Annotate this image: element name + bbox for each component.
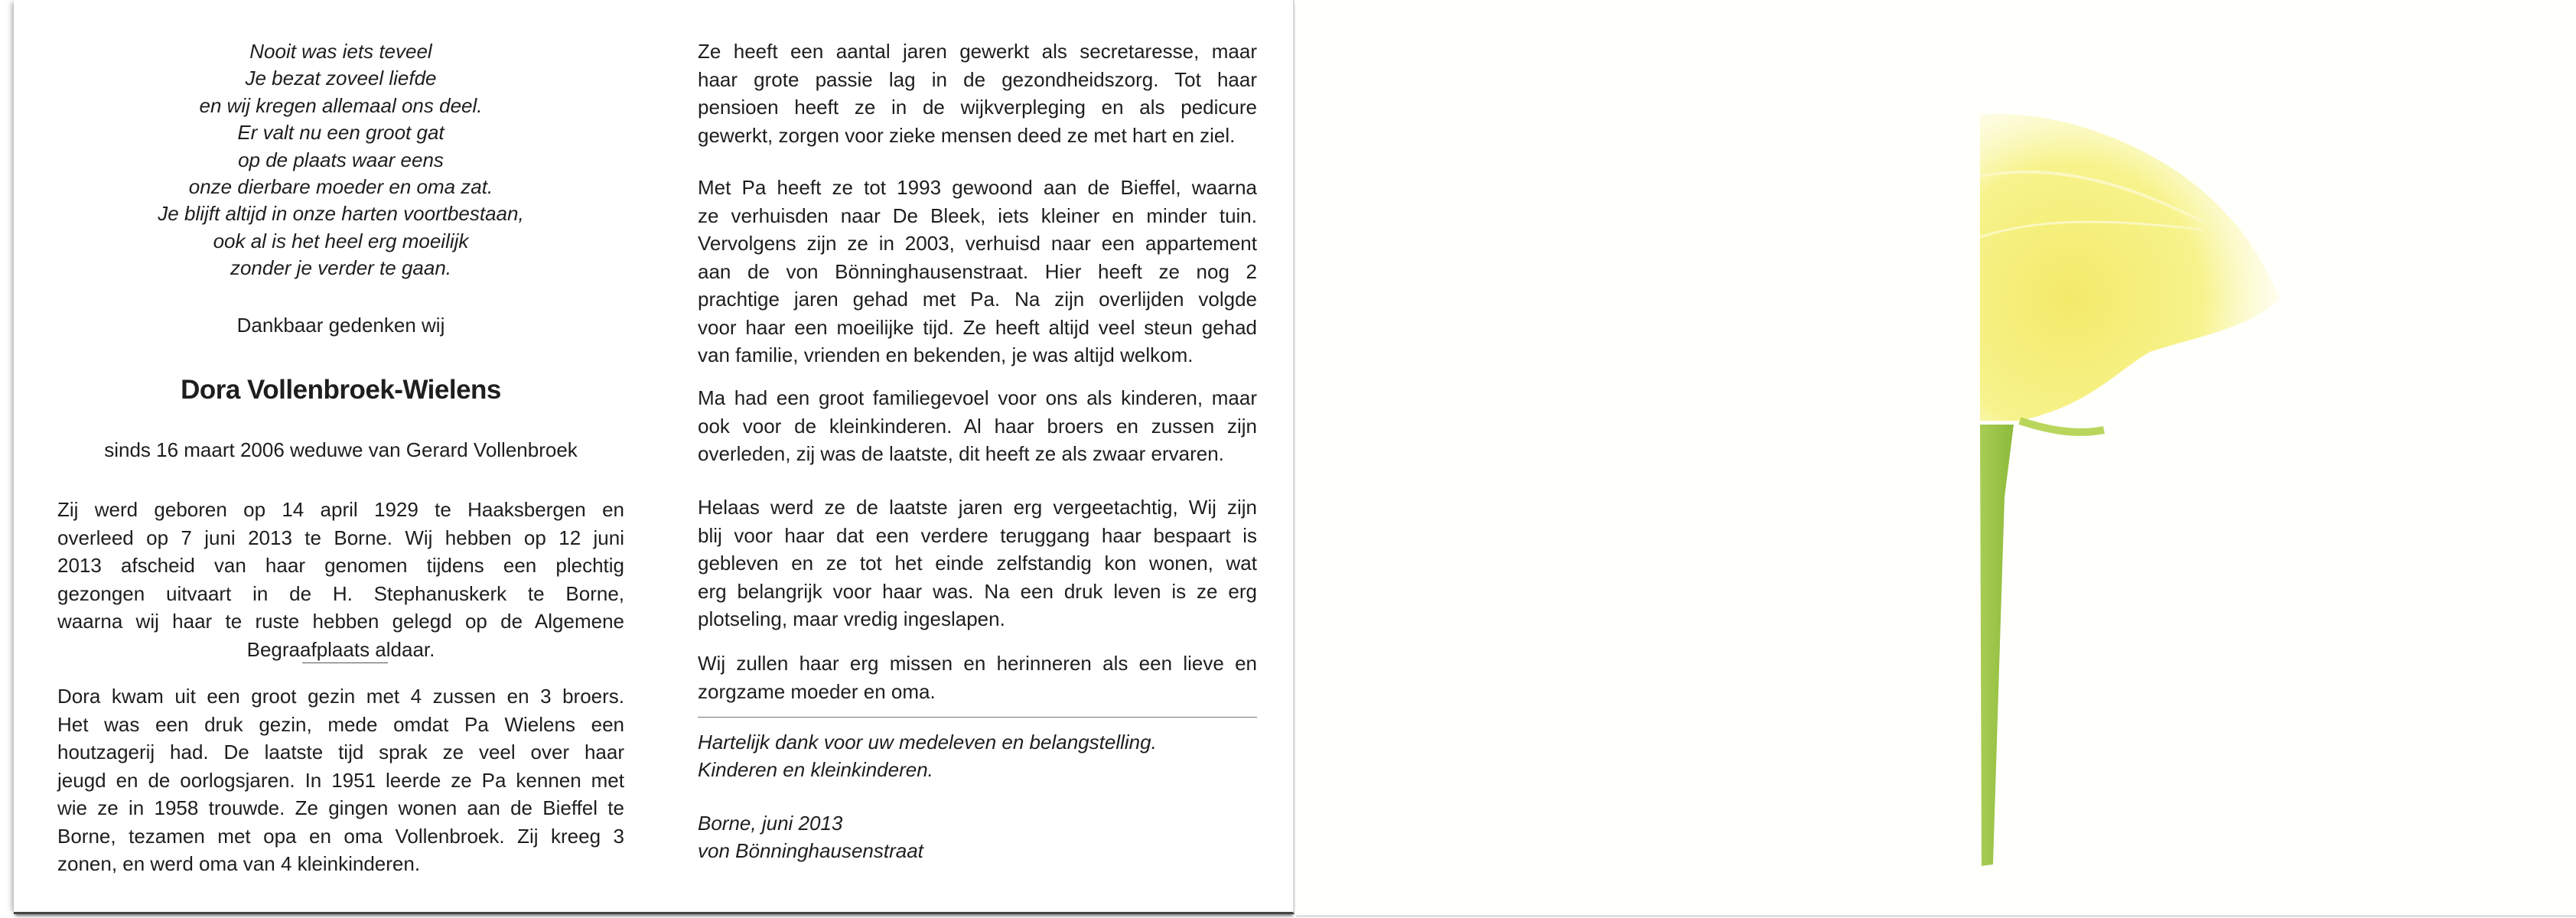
paragraph-line: zorgzame moeder en oma.	[698, 679, 936, 703]
paragraph-line: haar grote passie lag in de gezondheidszorg. Tot haar	[698, 67, 1257, 91]
paragraph-line: ze verhuisden naar De Bleek, iets kleiner en minder tuin.	[698, 203, 1257, 227]
yellow-rose-image	[1974, 84, 2311, 880]
paragraph-line: jeugd en de oorlogsjaren. In 1951 leerde ze Pa kennen met	[57, 768, 624, 792]
paragraph-line: houtzagerij had. De laatste tijd sprak ze veel over haar	[57, 741, 624, 763]
poem-line: ook al is het heel erg moeilijk	[213, 229, 469, 252]
thanks-line: Hartelijk dank voor uw medeleven en belangstelling.	[698, 731, 1157, 754]
paragraph-line: waarna wij haar te ruste hebben gelegd op de Algemene	[57, 610, 624, 633]
paragraph-line: Wij zullen haar erg missen en herinneren als een lieve en	[698, 652, 1257, 675]
paragraph-line: 2013 afscheid van haar genomen tijdens een plechtig	[57, 554, 624, 577]
dedication-text: Dankbaar gedenken wij	[236, 314, 445, 337]
poem-line: Er valt nu een groot gat	[237, 121, 445, 145]
paragraph-line: gebleven en ze tot het einde zelfstandig kon wonen, wat	[698, 552, 1257, 575]
paragraph-line: Zij werd geboren op 14 april 1929 te Haaksbergen en	[57, 498, 624, 521]
paragraph-line: Begraafplaats aldaar.	[246, 637, 435, 661]
paragraph-line: overleed op 7 juni 2013 te Borne. Wij hebben op 12 juni	[57, 526, 624, 549]
paragraph-line: erg belangrijk voor haar was. Na een druk leven is ze erg	[698, 579, 1257, 603]
paragraph-line: Ma had een groot familiegevoel voor ons als kinderen, maar	[698, 386, 1257, 409]
paragraph-line: Vervolgens zijn ze in 2003, verhuisd naar een appartement	[698, 232, 1257, 255]
poem-line: Je blijft altijd in onze harten voortbestaan,	[158, 202, 524, 226]
paragraph-line: Dora kwam uit een groot gezin met 4 zussen en 3 broers.	[57, 685, 624, 708]
poem-line: zonder je verder te gaan.	[230, 256, 452, 280]
paragraph-line: aan de von Bönninghausenstraat. Hier heeft ze nog 2	[698, 259, 1257, 283]
poem-line: op de plaats waar eens	[238, 148, 444, 171]
paragraph-line: voor haar een moeilijke tijd. Ze heeft altijd veel steun gehad	[698, 315, 1257, 339]
paragraph-line: gezongen uitvaart in de H. Stephanuskerk te Borne,	[57, 581, 624, 605]
poem-line: Nooit was iets teveel	[249, 40, 432, 63]
poem-line: Je bezat zoveel liefde	[245, 67, 437, 90]
paragraph-line: Helaas werd ze de laatste jaren erg vergeetachtig, Wij zijn	[698, 496, 1257, 519]
paragraph-line: ook voor de kleinkinderen. Al haar broers en zussen zijn	[698, 414, 1257, 438]
paragraph-line: Het was een druk gezin, mede omdat Pa Wielens een	[57, 712, 624, 736]
thanks-line: Kinderen en kleinkinderen.	[698, 757, 933, 781]
closing-line: von Bönninghausenstraat	[698, 838, 923, 862]
paragraph-line: Met Pa heeft ze tot 1993 gewoond aan de Bieffel, waarna	[698, 176, 1257, 199]
paragraph-line: plotseling, maar vredig ingeslapen.	[698, 607, 1005, 630]
closing-line: Borne, juni 2013	[698, 812, 843, 835]
paragraph-line: overleden, zij was de laatste, dit heeft ze als zwaar ervaren.	[698, 442, 1224, 465]
paragraph-line: Ze heeft een aantal jaren gewerkt als secretaresse, maar	[698, 40, 1257, 63]
paragraph-line: van familie, vrienden en bekenden, je was altijd welkom.	[698, 343, 1194, 366]
divider	[698, 717, 1257, 718]
paragraph-line: Borne, tezamen met opa en oma Vollenbroek. Zij kreeg 3	[57, 824, 624, 848]
widow-line: sinds 16 maart 2006 weduwe van Gerard Vollenbroek	[104, 438, 578, 461]
memorial-card-cover	[1296, 0, 2576, 917]
poem-line: en wij kregen allemaal ons deel.	[199, 93, 483, 117]
paragraph-line: blij voor haar dat een verdere teruggang haar bespaart is	[698, 523, 1257, 547]
deceased-name: Dora Vollenbroek-Wielens	[181, 375, 501, 405]
paragraph-line: pensioen heeft ze in de wijkverpleging en als pedicure	[698, 96, 1257, 119]
paragraph-line: zonen, en werd oma van 4 kleinkinderen.	[57, 852, 421, 875]
poem-line: onze dierbare moeder en oma zat.	[188, 175, 493, 198]
paragraph-line: gewerkt, zorgen voor zieke mensen deed ze met hart en ziel.	[698, 123, 1236, 147]
paragraph-line: wie ze in 1958 trouwde. Ze gingen wonen aan de Bieffel te	[57, 796, 624, 819]
paragraph-line: prachtige jaren gehad met Pa. Na zijn overlijden volgde	[698, 288, 1257, 311]
